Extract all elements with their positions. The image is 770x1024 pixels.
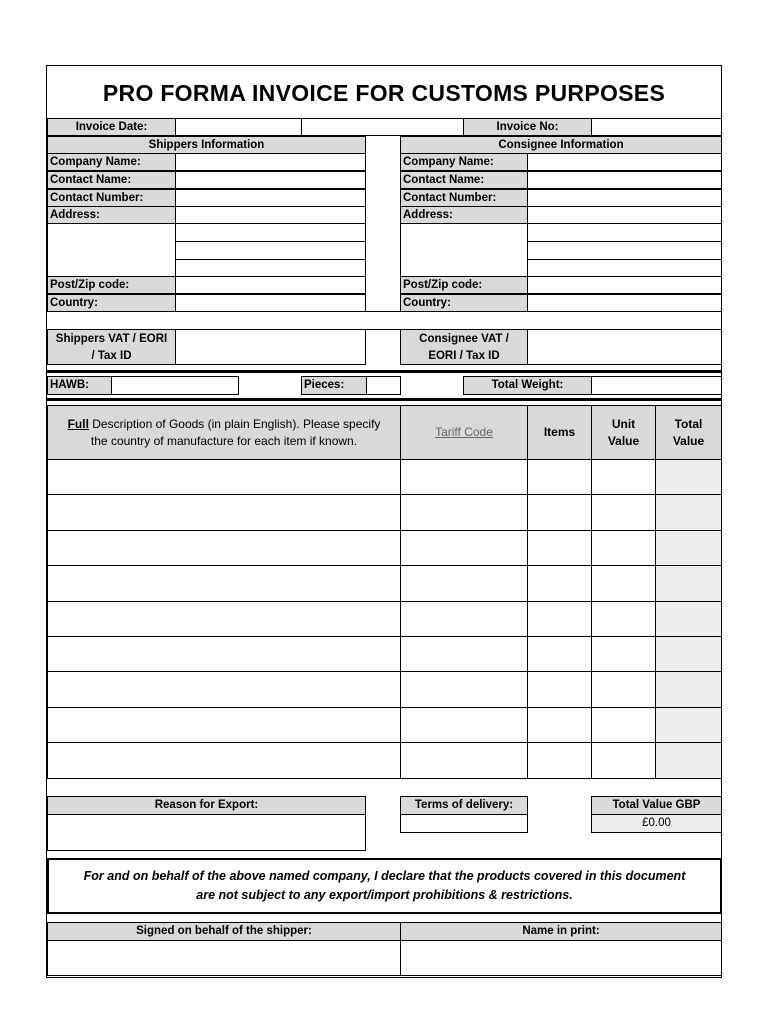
shipper-address-label: Address: bbox=[47, 206, 176, 224]
consignee-contact-label: Contact Name: bbox=[400, 171, 528, 189]
desc-text-line2: the country of manufacture for each item if known. bbox=[90, 433, 358, 448]
consignee-number-field[interactable] bbox=[527, 189, 722, 207]
shipper-number-field[interactable] bbox=[175, 189, 366, 207]
unit-value-header bbox=[591, 405, 656, 460]
total-weight-field[interactable] bbox=[591, 376, 722, 395]
total-value-gbp-amount: £0.00 bbox=[591, 814, 722, 833]
description-cell[interactable] bbox=[47, 494, 401, 531]
items-cell[interactable] bbox=[527, 671, 592, 708]
unit-value-cell[interactable] bbox=[591, 565, 656, 602]
items-cell[interactable] bbox=[527, 459, 592, 495]
total-value-line1: Total bbox=[674, 416, 703, 431]
consignee-company-field[interactable] bbox=[527, 153, 722, 171]
consignee-vat-field[interactable] bbox=[527, 329, 722, 365]
terms-field[interactable] bbox=[400, 814, 528, 833]
shipper-address-line3[interactable] bbox=[175, 241, 366, 260]
shipper-address-block bbox=[47, 223, 176, 277]
tariff-cell[interactable] bbox=[400, 707, 528, 743]
shipper-vat-label-line1: Shippers VAT / EORI bbox=[55, 333, 168, 345]
tariff-cell[interactable] bbox=[400, 459, 528, 495]
shipper-company-field[interactable] bbox=[175, 153, 366, 171]
declaration-line2: are not subject to any export/import prohibitions & restrictions. bbox=[196, 888, 573, 902]
total-value-cell[interactable] bbox=[655, 459, 722, 495]
total-value-gbp-label: Total Value GBP bbox=[591, 796, 722, 815]
shipper-vat-label-line2: / Tax ID bbox=[91, 350, 132, 362]
shipper-heading: Shippers Information bbox=[47, 136, 366, 154]
invoice-date-label: Invoice Date: bbox=[47, 118, 176, 136]
tariff-cell[interactable] bbox=[400, 494, 528, 531]
total-value-cell[interactable] bbox=[655, 565, 722, 602]
shipper-postcode-label: Post/Zip code: bbox=[47, 276, 176, 294]
invoice-date-field-extra[interactable] bbox=[301, 118, 465, 136]
items-header-label: Items bbox=[543, 425, 576, 439]
total-value-cell[interactable] bbox=[655, 601, 722, 637]
unit-value-cell[interactable] bbox=[591, 494, 656, 531]
pieces-label: Pieces: bbox=[301, 376, 367, 395]
items-header bbox=[527, 405, 592, 460]
consignee-address-label: Address: bbox=[400, 206, 528, 224]
unit-value-cell[interactable] bbox=[591, 530, 656, 566]
consignee-heading: Consignee Information bbox=[400, 136, 722, 154]
unit-value-line1: Unit bbox=[611, 416, 636, 431]
signature-field[interactable] bbox=[47, 940, 401, 976]
total-weight-label: Total Weight: bbox=[463, 376, 592, 395]
unit-value-cell[interactable] bbox=[591, 707, 656, 743]
shipper-address-line2[interactable] bbox=[175, 223, 366, 242]
tariff-cell[interactable] bbox=[400, 636, 528, 672]
consignee-country-field[interactable] bbox=[527, 294, 722, 312]
items-cell[interactable] bbox=[527, 530, 592, 566]
consignee-number-label: Contact Number: bbox=[400, 189, 528, 207]
total-value-cell[interactable] bbox=[655, 671, 722, 708]
items-cell[interactable] bbox=[527, 742, 592, 779]
tariff-cell[interactable] bbox=[400, 742, 528, 779]
tariff-cell[interactable] bbox=[400, 530, 528, 566]
consignee-postcode-field[interactable] bbox=[527, 276, 722, 294]
hawb-field[interactable] bbox=[111, 376, 239, 395]
form-title: PRO FORMA INVOICE FOR CUSTOMS PURPOSES bbox=[102, 80, 666, 106]
total-value-line2: Value bbox=[672, 433, 705, 448]
shipper-address-line4[interactable] bbox=[175, 259, 366, 277]
unit-value-cell[interactable] bbox=[591, 601, 656, 637]
consignee-contact-field[interactable] bbox=[527, 171, 722, 189]
reason-field[interactable] bbox=[47, 814, 366, 851]
description-cell[interactable] bbox=[47, 459, 401, 495]
items-cell[interactable] bbox=[527, 494, 592, 531]
desc-text: Description of Goods (in plain English). Please specify bbox=[88, 416, 381, 431]
description-cell[interactable] bbox=[47, 601, 401, 637]
items-cell[interactable] bbox=[527, 565, 592, 602]
description-header bbox=[47, 405, 401, 460]
description-cell[interactable] bbox=[47, 636, 401, 672]
tariff-code-header[interactable] bbox=[400, 405, 528, 460]
invoice-no-label: Invoice No: bbox=[463, 118, 592, 136]
total-value-header bbox=[655, 405, 722, 460]
unit-value-line2: Value bbox=[607, 433, 640, 448]
shipper-postcode-field[interactable] bbox=[175, 276, 366, 294]
name-print-label: Name in print: bbox=[400, 922, 722, 941]
shipper-vat-field[interactable] bbox=[175, 329, 366, 365]
description-cell[interactable] bbox=[47, 707, 401, 743]
total-value-cell[interactable] bbox=[655, 530, 722, 566]
unit-value-cell[interactable] bbox=[591, 459, 656, 495]
reason-label: Reason for Export: bbox=[47, 796, 366, 815]
items-cell[interactable] bbox=[527, 636, 592, 672]
pieces-field[interactable] bbox=[366, 376, 401, 395]
description-cell[interactable] bbox=[47, 530, 401, 566]
items-cell[interactable] bbox=[527, 707, 592, 743]
consignee-vat-label-line1: Consignee VAT / bbox=[419, 333, 509, 345]
consignee-company-label: Company Name: bbox=[400, 153, 528, 171]
tariff-code-link[interactable]: Tariff Code bbox=[435, 425, 493, 439]
unit-value-cell[interactable] bbox=[591, 671, 656, 708]
invoice-date-field[interactable] bbox=[175, 118, 302, 136]
items-cell[interactable] bbox=[527, 601, 592, 637]
shipper-contact-field[interactable] bbox=[175, 171, 366, 189]
shipper-country-field[interactable] bbox=[175, 294, 366, 312]
consignee-address-line4[interactable] bbox=[527, 259, 722, 277]
description-cell[interactable] bbox=[47, 742, 401, 779]
description-cell[interactable] bbox=[47, 671, 401, 708]
total-value-cell[interactable] bbox=[655, 742, 722, 779]
shipper-contact-label: Contact Name: bbox=[47, 171, 176, 189]
tariff-cell[interactable] bbox=[400, 671, 528, 708]
tariff-cell[interactable] bbox=[400, 565, 528, 602]
section-divider bbox=[47, 311, 722, 312]
thick-rule-bottom bbox=[47, 398, 722, 401]
consignee-address-line3[interactable] bbox=[527, 241, 722, 260]
shipper-vat-label bbox=[47, 329, 176, 365]
invoice-no-field[interactable] bbox=[591, 118, 722, 136]
tariff-cell[interactable] bbox=[400, 601, 528, 637]
consignee-country-label: Country: bbox=[400, 294, 528, 312]
section-divider bbox=[47, 329, 722, 330]
unit-value-cell[interactable] bbox=[591, 636, 656, 672]
unit-value-cell[interactable] bbox=[591, 742, 656, 779]
declaration-line1: For and on behalf of the above named company, I declare that the products covered in this document bbox=[83, 869, 686, 883]
consignee-postcode-label: Post/Zip code: bbox=[400, 276, 528, 294]
total-value-cell[interactable] bbox=[655, 707, 722, 743]
consignee-address-block bbox=[400, 223, 528, 277]
total-value-cell[interactable] bbox=[655, 636, 722, 672]
terms-label: Terms of delivery: bbox=[400, 796, 528, 815]
name-print-field[interactable] bbox=[400, 940, 722, 976]
consignee-address-line1[interactable] bbox=[527, 206, 722, 224]
full-text: Full bbox=[67, 416, 89, 431]
consignee-address-line2[interactable] bbox=[527, 223, 722, 242]
thick-rule-top bbox=[47, 370, 722, 373]
shipper-number-label: Contact Number: bbox=[47, 189, 176, 207]
shipper-country-label: Country: bbox=[47, 294, 176, 312]
shipper-address-line1[interactable] bbox=[175, 206, 366, 224]
consignee-vat-label-line2: EORI / Tax ID bbox=[428, 350, 500, 362]
description-cell[interactable] bbox=[47, 565, 401, 602]
signed-label: Signed on behalf of the shipper: bbox=[47, 922, 401, 941]
total-value-cell[interactable] bbox=[655, 494, 722, 531]
declaration-box bbox=[47, 858, 722, 914]
hawb-label: HAWB: bbox=[47, 376, 112, 395]
shipper-company-label: Company Name: bbox=[47, 153, 176, 171]
consignee-vat-label bbox=[400, 329, 528, 365]
